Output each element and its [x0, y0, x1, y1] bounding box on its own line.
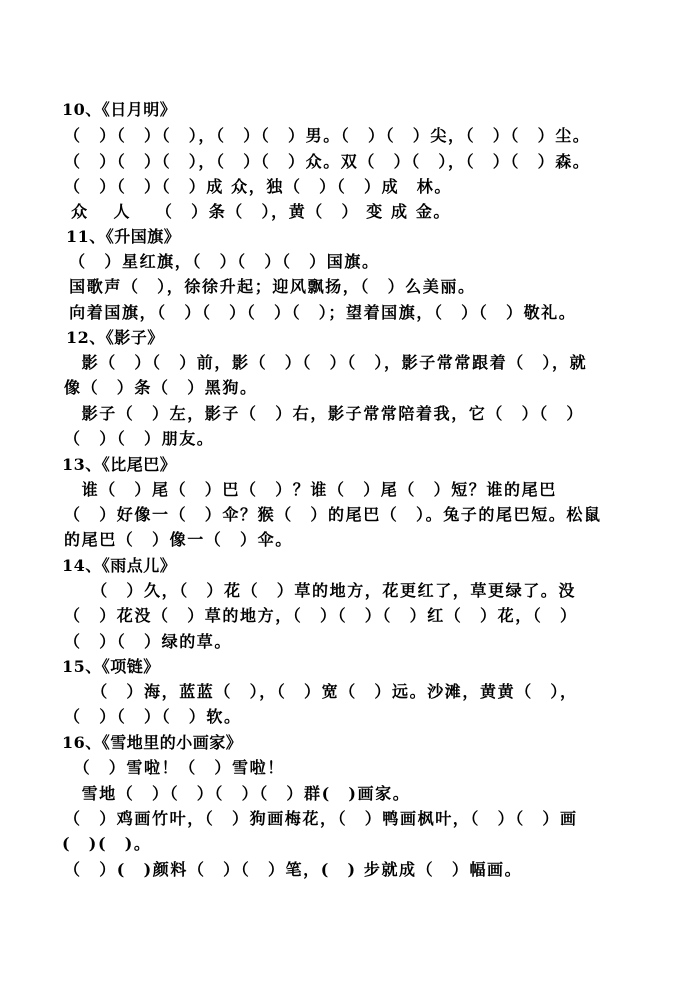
section-16-line-5: （ ）( )颜料（ ）（ ）笔，( ) 步就成（ ）幅画。 [64, 860, 523, 879]
section-11-line-2: 国歌声（ ），徐徐升起；迎风飘扬，（ ）么美丽。 [62, 277, 476, 296]
section-12-line-1: 影（ ）（ ）前，影（ ）（ ）（ ），影子常常跟着（ ），就 [64, 353, 588, 372]
section-14-line-1: （ ）久，（ ）花（ ）草的地方，花更红了，草更绿了。没 [64, 581, 577, 600]
section-title-11: 11、《升国旗》 [66, 227, 181, 246]
section-14-line-3: （ ）（ ）绿的草。 [64, 632, 233, 651]
section-title-14: 14、《雨点儿》 [62, 556, 177, 575]
section-11-line-1: （ ）星红旗，（ ）（ ）（ ）国旗。 [62, 252, 380, 271]
section-13-line-3: 的尾巴（ ）像一（ ）伞。 [64, 530, 293, 549]
section-title-15: 15、《项链》 [62, 657, 160, 676]
section-title-13: 13、《比尾巴》 [62, 455, 177, 474]
section-16-line-1: （ ）雪啦！（ ）雪啦！ [64, 758, 285, 777]
section-12-line-2: 像（ ）条（ ）黑狗。 [64, 378, 258, 397]
section-15-line-1: （ ）海，蓝蓝（ ），（ ）宽（ ）远。沙滩，黄黄（ ）， [64, 682, 578, 701]
section-13-line-2: （ ）好像一（ ）伞？猴（ ）的尾巴（ ）。兔子的尾巴短。松鼠 [64, 505, 602, 524]
section-10-line-2: （ ）（ ）（ ），（ ）（ ）众。双（ ）（ ），（ ）（ ）森。 [64, 152, 591, 171]
section-12-line-3: 影子（ ）左，影子（ ）右，影子常常陪着我，它（ ）（ ） [64, 404, 585, 423]
section-title-16: 16、《雪地里的小画家》 [62, 733, 243, 752]
section-10-line-3: （ ）（ ）（ ）成 众，独（ ）（ ）成 林。 [64, 177, 452, 196]
section-16-line-3: （ ）鸡画竹叶，（ ）狗画梅花，（ ）鸭画枫叶，（ ）（ ）画 [64, 809, 578, 828]
section-13-line-1: 谁（ ）尾（ ）巴（ ）？谁（ ）尾（ ）短？谁的尾巴 [64, 480, 557, 499]
section-10-line-4: 众 人 （ ）条（ ），黄（ ） 变 成 金。 [64, 202, 452, 221]
section-14-line-2: （ ）花没（ ）草的地方，（ ）（ ）（ ）红（ ）花，（ ） [64, 606, 578, 625]
section-16-line-4: ( )( )。 [62, 834, 152, 853]
section-15-line-2: （ ）（ ）（ ）软。 [64, 707, 242, 726]
section-12-line-4: （ ）（ ）朋友。 [64, 429, 215, 448]
section-title-10: 10、《日月明》 [62, 100, 177, 119]
section-16-line-2: 雪地（ ）（ ）（ ）（ ）群( )画家。 [64, 784, 411, 803]
section-10-line-1: （ ）（ ）（ ），（ ）（ ）男。（ ）（ ）尖，（ ）（ ）尘。 [64, 126, 591, 145]
section-title-12: 12、《影子》 [66, 328, 164, 347]
section-11-line-3: 向着国旗，（ ）（ ）（ ）（ ）；望着国旗，（ ）（ ）敬礼。 [62, 303, 577, 322]
